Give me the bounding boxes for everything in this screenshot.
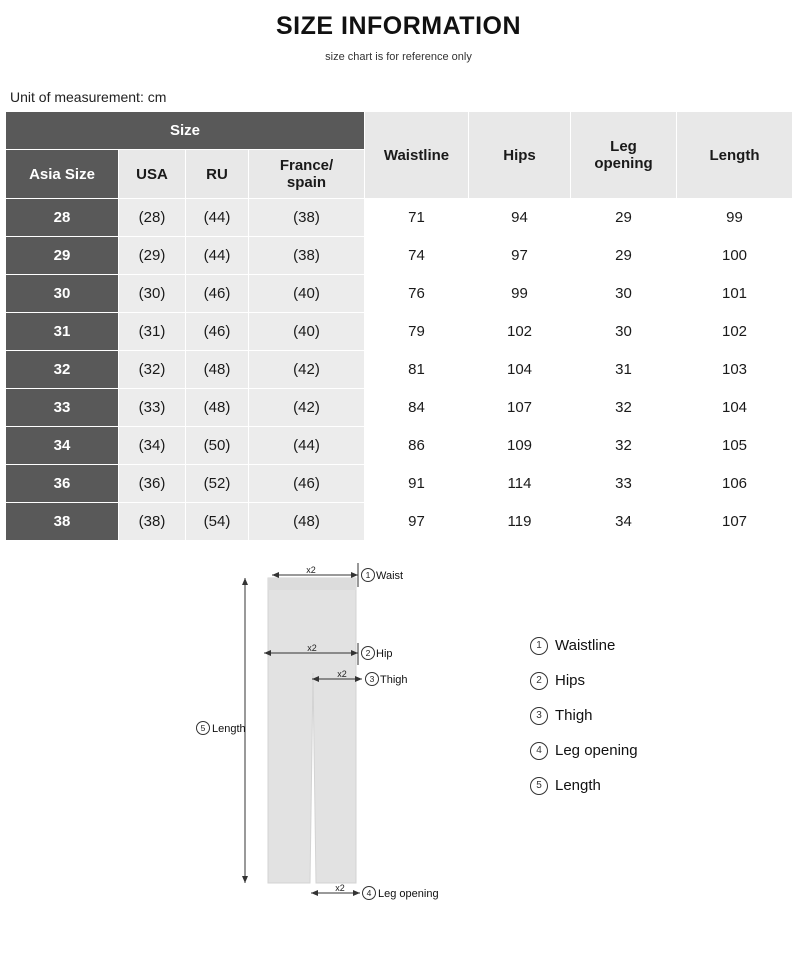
header-france-spain: [249, 150, 365, 199]
cell-leg-opening: 29: [571, 199, 677, 237]
legend-item: [530, 733, 638, 768]
table-row: [6, 389, 793, 427]
dimension-length-label: Length: [212, 723, 246, 735]
header-asia-size: Asia Size: [6, 150, 119, 199]
cell-france-spain: (40): [249, 313, 365, 351]
cell-hips: 94: [469, 199, 571, 237]
header-france-spain-line1: France/: [279, 156, 334, 174]
dimension-leg-opening: [311, 883, 439, 900]
legend-item: [530, 768, 638, 803]
cell-france-spain: (44): [249, 427, 365, 465]
cell-ru: (52): [186, 465, 249, 503]
legend-label: Hips: [555, 672, 586, 689]
dimension-leg-opening-label: Leg opening: [378, 888, 439, 900]
dimension-leg-opening-multiplier: x2: [335, 883, 345, 893]
dimension-hip-number: 2: [365, 648, 371, 658]
table-body: [6, 199, 793, 541]
dimension-length-number: 5: [200, 723, 206, 733]
cell-hips: 107: [469, 389, 571, 427]
cell-hips: 99: [469, 275, 571, 313]
cell-waistline: 84: [365, 389, 469, 427]
cell-france-spain: (48): [249, 503, 365, 541]
cell-leg-opening: 30: [571, 275, 677, 313]
header-leg-opening: [571, 112, 677, 199]
cell-hips: 109: [469, 427, 571, 465]
cell-usa: (30): [119, 275, 186, 313]
page-title: SIZE INFORMATION: [275, 12, 522, 40]
cell-asia: 28: [6, 199, 119, 237]
header-ru: RU: [186, 150, 249, 199]
table-row: [6, 465, 793, 503]
cell-length: 101: [677, 275, 793, 313]
cell-leg-opening: 33: [571, 465, 677, 503]
cell-france-spain: (42): [249, 351, 365, 389]
dimension-leg-opening-number: 4: [366, 888, 372, 898]
pants-shape: [268, 578, 356, 883]
legend-number-icon: 2: [530, 672, 548, 690]
cell-leg-opening: 32: [571, 427, 677, 465]
cell-usa: (36): [119, 465, 186, 503]
cell-france-spain: (40): [249, 275, 365, 313]
header-size-group: Size: [6, 112, 365, 150]
cell-waistline: 97: [365, 503, 469, 541]
cell-usa: (29): [119, 237, 186, 275]
cell-ru: (44): [186, 237, 249, 275]
cell-leg-opening: 32: [571, 389, 677, 427]
legend-item: [530, 663, 638, 698]
header-usa: USA: [119, 150, 186, 199]
cell-asia: 29: [6, 237, 119, 275]
dimension-waist-multiplier: x2: [306, 565, 316, 575]
cell-asia: 34: [6, 427, 119, 465]
cell-usa: (32): [119, 351, 186, 389]
size-information-page: [0, 12, 797, 958]
cell-length: 106: [677, 465, 793, 503]
cell-waistline: 91: [365, 465, 469, 503]
legend-number-icon: 5: [530, 777, 548, 795]
header-length: Length: [677, 112, 793, 199]
dimension-thigh-label: Thigh: [380, 674, 408, 686]
legend-number-icon: 4: [530, 742, 548, 760]
cell-ru: (54): [186, 503, 249, 541]
cell-france-spain: (46): [249, 465, 365, 503]
header-leg-opening-line2: opening: [594, 155, 653, 172]
measurement-diagram: [0, 553, 797, 923]
header-hips: Hips: [469, 112, 571, 199]
cell-waistline: 79: [365, 313, 469, 351]
legend-label: Length: [555, 777, 601, 794]
dimension-thigh-multiplier: x2: [337, 669, 347, 679]
cell-leg-opening: 29: [571, 237, 677, 275]
table-row: [6, 275, 793, 313]
cell-waistline: 81: [365, 351, 469, 389]
dimension-waist-number: 1: [365, 570, 371, 580]
header-france-spain-line2: spain: [286, 174, 327, 191]
cell-usa: (38): [119, 503, 186, 541]
cell-asia: 31: [6, 313, 119, 351]
cell-hips: 97: [469, 237, 571, 275]
header-waistline: Waistline: [365, 112, 469, 199]
cell-waistline: 71: [365, 199, 469, 237]
table-row: [6, 199, 793, 237]
cell-length: 100: [677, 237, 793, 275]
cell-asia: 36: [6, 465, 119, 503]
table-row: [6, 313, 793, 351]
cell-length: 99: [677, 199, 793, 237]
cell-asia: 30: [6, 275, 119, 313]
dimension-hip-label: Hip: [376, 648, 393, 660]
legend-label: Leg opening: [555, 742, 638, 759]
legend-number-icon: 1: [530, 637, 548, 655]
legend-label: Waistline: [555, 637, 616, 654]
cell-usa: (34): [119, 427, 186, 465]
measurement-legend: [530, 628, 638, 803]
table-header-group-row: [6, 112, 793, 150]
cell-asia: 33: [6, 389, 119, 427]
cell-waistline: 86: [365, 427, 469, 465]
pants-illustration-svg: [0, 553, 797, 923]
cell-ru: (50): [186, 427, 249, 465]
cell-length: 105: [677, 427, 793, 465]
cell-france-spain: (38): [249, 199, 365, 237]
cell-usa: (33): [119, 389, 186, 427]
cell-usa: (31): [119, 313, 186, 351]
cell-hips: 119: [469, 503, 571, 541]
legend-label: Thigh: [555, 707, 593, 724]
dimension-length: [197, 578, 249, 883]
cell-ru: (48): [186, 389, 249, 427]
cell-waistline: 74: [365, 237, 469, 275]
cell-ru: (48): [186, 351, 249, 389]
cell-leg-opening: 30: [571, 313, 677, 351]
dimension-thigh-number: 3: [369, 674, 375, 684]
cell-hips: 114: [469, 465, 571, 503]
cell-asia: 38: [6, 503, 119, 541]
table-row: [6, 351, 793, 389]
cell-length: 104: [677, 389, 793, 427]
cell-ru: (46): [186, 313, 249, 351]
cell-leg-opening: 31: [571, 351, 677, 389]
cell-asia: 32: [6, 351, 119, 389]
legend-item: [530, 628, 638, 663]
cell-length: 103: [677, 351, 793, 389]
legend-item: [530, 698, 638, 733]
cell-france-spain: (42): [249, 389, 365, 427]
cell-hips: 104: [469, 351, 571, 389]
header-leg-opening-line1: Leg: [610, 137, 637, 155]
cell-length: 102: [677, 313, 793, 351]
cell-hips: 102: [469, 313, 571, 351]
size-chart-table: [5, 111, 793, 541]
legend-number-icon: 3: [530, 707, 548, 725]
dimension-hip-multiplier: x2: [307, 643, 317, 653]
dimension-waist-label: Waist: [376, 570, 404, 582]
table-row: [6, 427, 793, 465]
cell-france-spain: (38): [249, 237, 365, 275]
cell-ru: (44): [186, 199, 249, 237]
cell-usa: (28): [119, 199, 186, 237]
page-subtitle: size chart is for reference only: [325, 51, 472, 63]
cell-ru: (46): [186, 275, 249, 313]
table-row: [6, 237, 793, 275]
cell-waistline: 76: [365, 275, 469, 313]
cell-length: 107: [677, 503, 793, 541]
table-row: [6, 503, 793, 541]
cell-leg-opening: 34: [571, 503, 677, 541]
unit-note: Unit of measurement: cm: [10, 89, 167, 105]
